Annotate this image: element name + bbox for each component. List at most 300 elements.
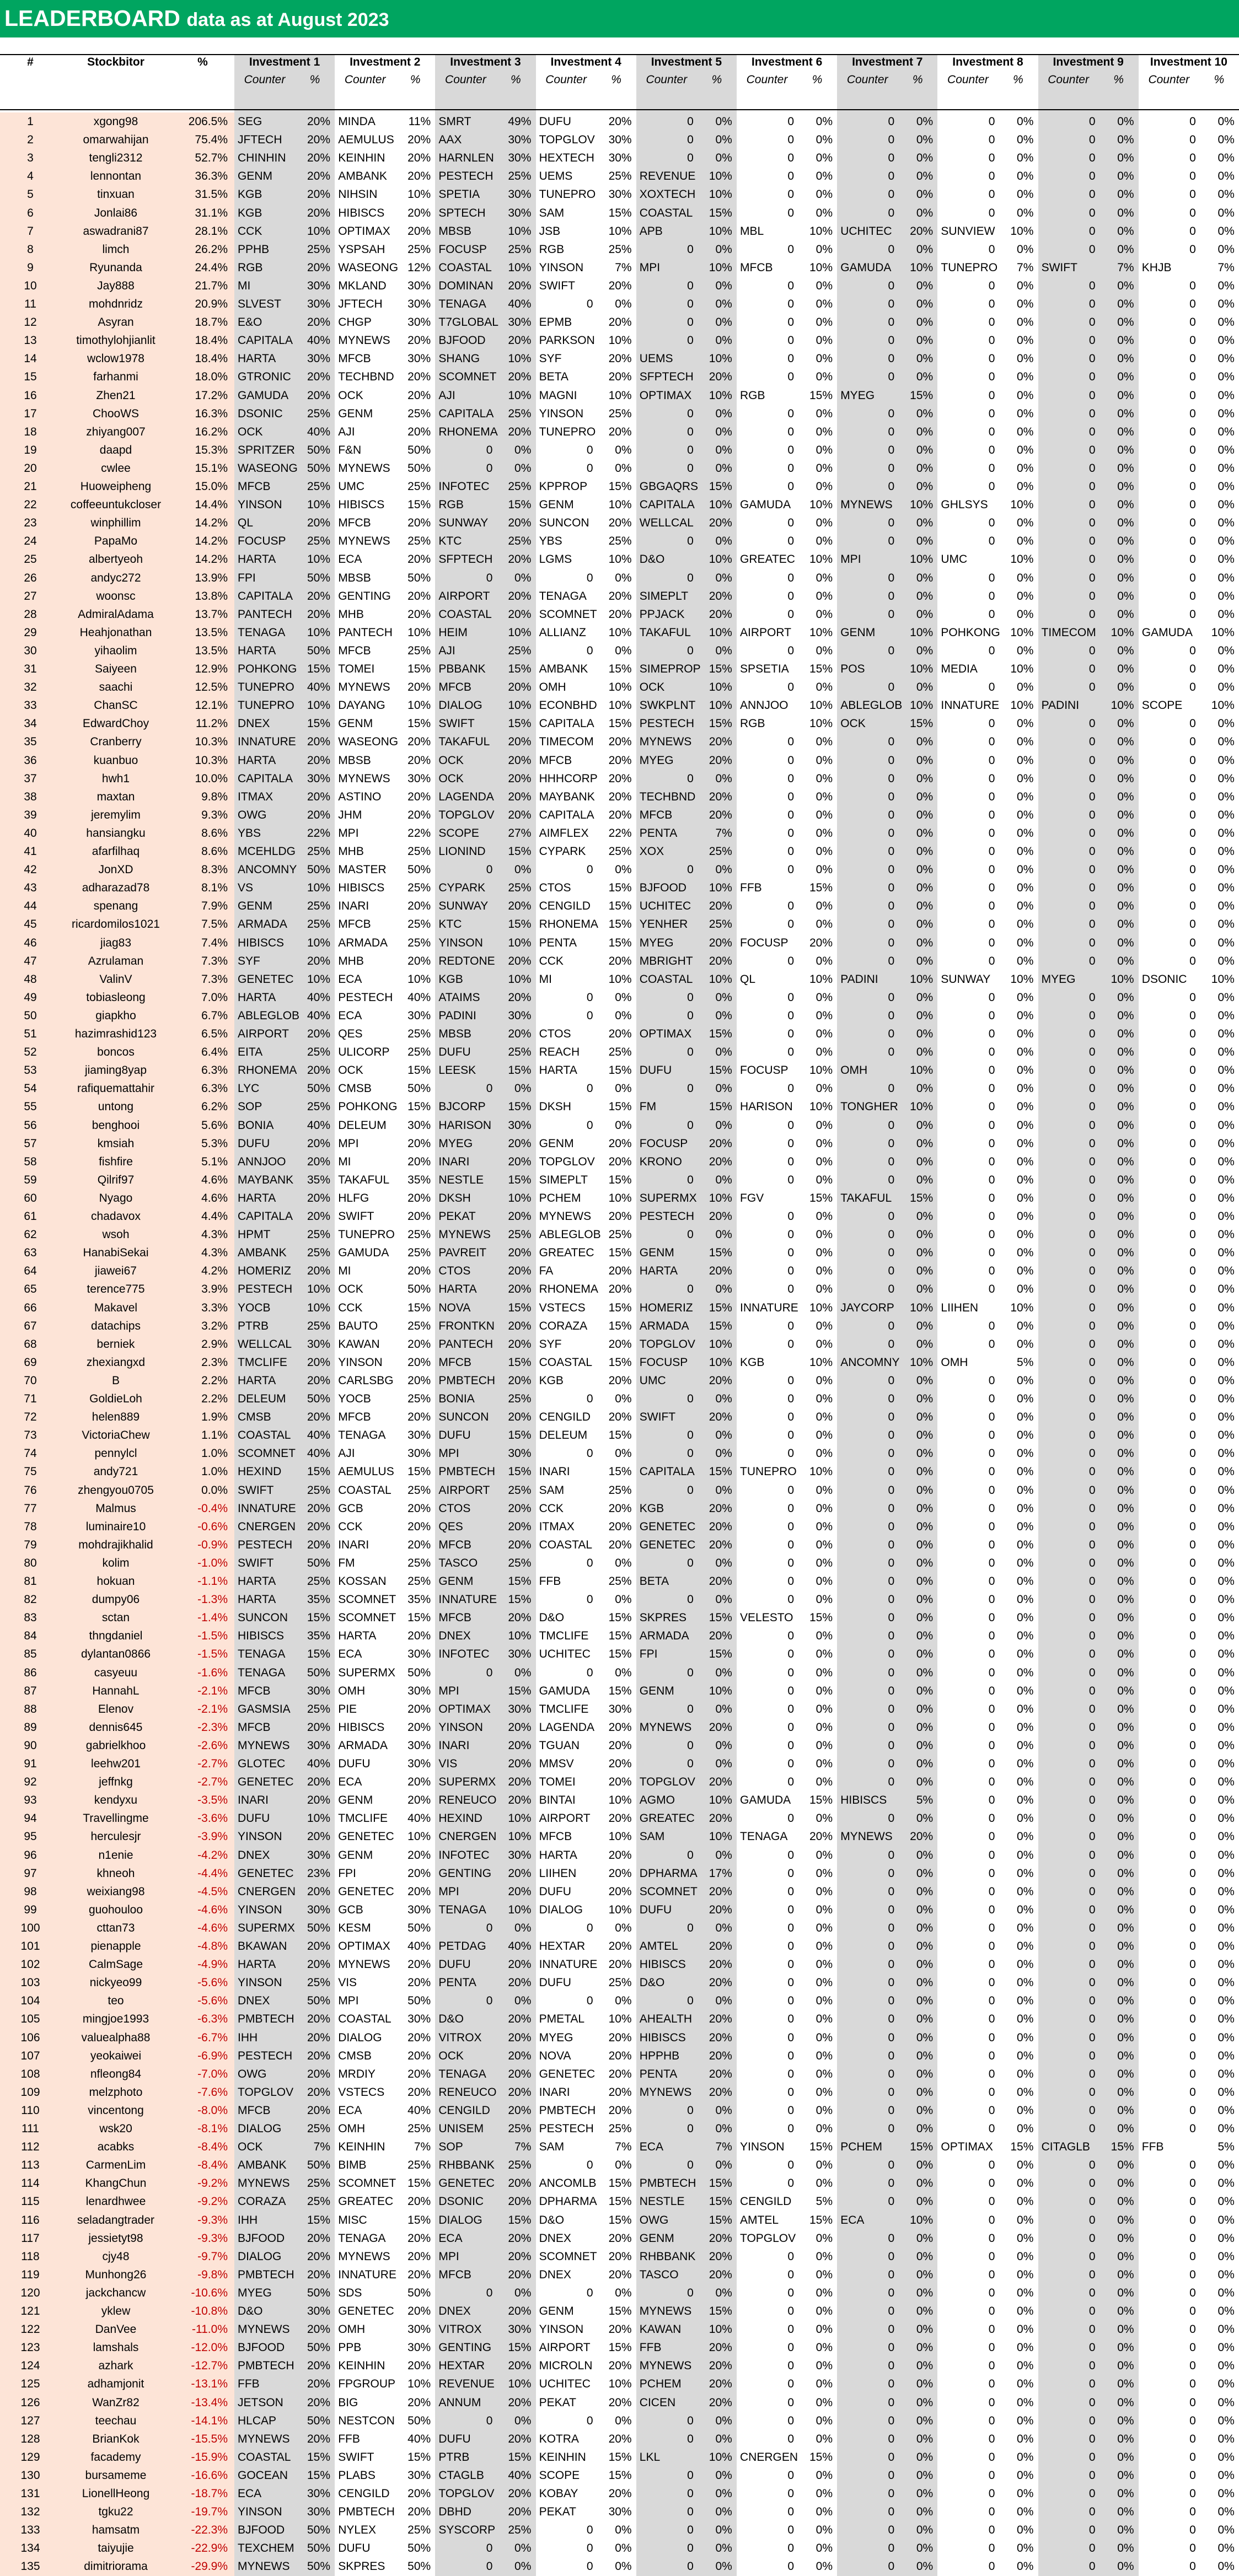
counter-code: OPTIMAX bbox=[639, 1028, 692, 1040]
allocation-pct: 10% bbox=[1211, 626, 1235, 639]
counter-code: 0 bbox=[888, 2450, 895, 2464]
allocation-pct: 0% bbox=[1217, 2524, 1235, 2537]
stockbitor-name: Asyran bbox=[98, 316, 134, 329]
allocation-pct: 20% bbox=[508, 589, 532, 603]
counter-code: SUNCON bbox=[238, 1611, 288, 1625]
allocation-pct: 20% bbox=[608, 754, 632, 767]
allocation-pct: 0% bbox=[1117, 2231, 1134, 2245]
return-pct: 4.6% bbox=[201, 1173, 228, 1186]
counter-code: GENETEC bbox=[338, 1830, 394, 1843]
allocation-pct: 0% bbox=[816, 1702, 833, 1715]
allocation-pct: 30% bbox=[508, 152, 532, 165]
stockbitor-name: andyc272 bbox=[90, 571, 141, 584]
stockbitor-name: tinxuan bbox=[97, 188, 135, 201]
allocation-pct: 10% bbox=[608, 498, 632, 512]
rank: 109 bbox=[20, 2085, 40, 2099]
allocation-pct: 0% bbox=[1017, 790, 1034, 803]
counter-code: 0 bbox=[787, 2286, 794, 2299]
allocation-pct: 10% bbox=[809, 1100, 833, 1114]
allocation-pct: 0% bbox=[1217, 808, 1235, 821]
counter-code: 0 bbox=[787, 607, 794, 621]
allocation-pct: 15% bbox=[709, 1064, 732, 1077]
counter-code: 0 bbox=[888, 735, 895, 749]
counter-code: CICEN bbox=[639, 2396, 676, 2409]
allocation-pct: 25% bbox=[709, 918, 732, 931]
counter-code: 0 bbox=[1189, 480, 1196, 493]
allocation-pct: 0% bbox=[1117, 1337, 1134, 1351]
allocation-pct: 0% bbox=[615, 2414, 632, 2427]
counter-code: 0 bbox=[988, 1593, 995, 1606]
stockbitor-name: helen889 bbox=[92, 1411, 140, 1424]
allocation-pct: 0% bbox=[1017, 352, 1034, 365]
allocation-pct: 30% bbox=[508, 1447, 532, 1460]
allocation-pct: 0% bbox=[1117, 881, 1134, 895]
counter-code: 0 bbox=[888, 1684, 895, 1697]
allocation-pct: 0% bbox=[1017, 1630, 1034, 1643]
stockbitor-name: vincentong bbox=[88, 2104, 144, 2117]
allocation-pct: 10% bbox=[910, 2213, 934, 2227]
counter-code: SLVEST bbox=[238, 298, 281, 310]
rank: 64 bbox=[24, 1265, 37, 1278]
allocation-pct: 50% bbox=[407, 1082, 431, 1095]
counter-code: 0 bbox=[988, 2323, 995, 2336]
allocation-pct: 20% bbox=[608, 1374, 632, 1387]
allocation-pct: 0% bbox=[916, 1265, 934, 1278]
allocation-pct: 0% bbox=[816, 2104, 833, 2117]
counter-code: 0 bbox=[888, 1538, 895, 1551]
counter-code: ANNJOO bbox=[740, 699, 789, 712]
counter-code: 0 bbox=[787, 2177, 794, 2190]
allocation-pct: 20% bbox=[307, 2323, 330, 2336]
allocation-pct: 0% bbox=[1117, 2359, 1134, 2373]
counter-code: SUPERMX bbox=[238, 1921, 295, 1934]
counter-code: KRONO bbox=[639, 1155, 682, 1168]
counter-code: ANNUM bbox=[438, 2396, 481, 2409]
return-pct: 13.9% bbox=[195, 571, 228, 584]
counter-code: OWG bbox=[238, 808, 267, 821]
header-return: % bbox=[197, 56, 208, 68]
allocation-pct: 0% bbox=[1217, 717, 1235, 730]
counter-code: DUFU bbox=[539, 1885, 571, 1898]
allocation-pct: 25% bbox=[608, 407, 632, 420]
stockbitor-name: hwh1 bbox=[101, 772, 130, 785]
counter-code: 0 bbox=[586, 1447, 593, 1460]
allocation-pct: 20% bbox=[407, 1867, 431, 1880]
counter-code: 0 bbox=[1189, 663, 1196, 675]
counter-code: 0 bbox=[888, 2177, 895, 2190]
stockbitor-name: EdwardChoy bbox=[82, 717, 149, 730]
rank: 100 bbox=[20, 1921, 40, 1934]
allocation-pct: 0% bbox=[916, 1702, 934, 1715]
allocation-pct: 20% bbox=[608, 1720, 632, 1734]
counter-code: MYNEWS bbox=[639, 1720, 692, 1734]
allocation-pct: 0% bbox=[1117, 918, 1134, 931]
counter-code: LAGENDA bbox=[438, 790, 494, 803]
counter-code: NESTCON bbox=[338, 2414, 395, 2427]
counter-code: 0 bbox=[888, 1082, 895, 1095]
allocation-pct: 0% bbox=[1017, 1611, 1034, 1625]
rank: 35 bbox=[24, 735, 37, 749]
counter-code: 0 bbox=[1189, 2542, 1196, 2555]
allocation-pct: 0% bbox=[1217, 2560, 1235, 2573]
allocation-pct: 20% bbox=[608, 2031, 632, 2044]
allocation-pct: 0% bbox=[1117, 2560, 1134, 2573]
counter-code: 0 bbox=[1189, 461, 1196, 475]
counter-code: 0 bbox=[888, 1648, 895, 1661]
allocation-pct: 30% bbox=[407, 2323, 431, 2336]
allocation-pct: 0% bbox=[816, 1538, 833, 1551]
allocation-pct: 0% bbox=[1017, 1794, 1034, 1807]
allocation-pct: 0% bbox=[1017, 2323, 1034, 2336]
counter-code: PENTA bbox=[438, 1976, 476, 1989]
allocation-pct: 0% bbox=[1217, 1611, 1235, 1625]
allocation-pct: 0% bbox=[1117, 1575, 1134, 1588]
counter-code: FPI bbox=[338, 1867, 356, 1880]
counter-code: AHEALTH bbox=[639, 2013, 693, 2026]
allocation-pct: 20% bbox=[307, 1155, 330, 1168]
return-pct: -1.1% bbox=[197, 1575, 228, 1588]
counter-code: 0 bbox=[988, 2469, 995, 2482]
allocation-pct: 0% bbox=[1017, 936, 1034, 949]
allocation-pct: 0% bbox=[816, 1155, 833, 1168]
allocation-pct: 30% bbox=[307, 2505, 330, 2519]
counter-code: 0 bbox=[888, 334, 895, 347]
allocation-pct: 50% bbox=[407, 443, 431, 456]
counter-code: 0 bbox=[787, 2378, 794, 2391]
allocation-pct: 0% bbox=[1017, 1885, 1034, 1898]
allocation-pct: 0% bbox=[1217, 1648, 1235, 1661]
counter-code: KHJB bbox=[1141, 261, 1172, 274]
counter-code: MYEG bbox=[438, 1137, 473, 1150]
counter-code: 0 bbox=[888, 1940, 895, 1953]
allocation-pct: 0% bbox=[1117, 1429, 1134, 1442]
counter-code: TMCLIFE bbox=[539, 1702, 589, 1715]
allocation-pct: 0% bbox=[715, 991, 732, 1004]
allocation-pct: 0% bbox=[916, 1776, 934, 1789]
counter-code: 0 bbox=[1189, 1465, 1196, 1478]
counter-code: PENTA bbox=[539, 936, 577, 949]
counter-code: MFCB bbox=[338, 352, 371, 365]
counter-code: 0 bbox=[1189, 1319, 1196, 1332]
counter-code: 0 bbox=[988, 2213, 995, 2227]
rank: 23 bbox=[24, 517, 37, 530]
counter-code: SYF bbox=[539, 1337, 562, 1351]
allocation-pct: 25% bbox=[307, 2195, 330, 2208]
counter-code: CENGILD bbox=[539, 900, 591, 913]
counter-code: PADINI bbox=[1041, 699, 1080, 712]
allocation-pct: 0% bbox=[1017, 1757, 1034, 1770]
rank: 63 bbox=[24, 1246, 37, 1260]
allocation-pct: 0% bbox=[1017, 2085, 1034, 2099]
allocation-pct: 0% bbox=[1017, 1447, 1034, 1460]
counter-code: SAM bbox=[539, 1483, 565, 1497]
rank: 37 bbox=[24, 772, 37, 785]
allocation-pct: 0% bbox=[1117, 1666, 1134, 1679]
allocation-pct: 15% bbox=[709, 206, 732, 219]
allocation-pct: 20% bbox=[608, 1958, 632, 1971]
counter-code: 0 bbox=[1088, 1940, 1096, 1953]
counter-code: 0 bbox=[1189, 352, 1196, 365]
allocation-pct: 0% bbox=[1217, 571, 1235, 584]
allocation-pct: 0% bbox=[1017, 808, 1034, 821]
return-pct: -10.8% bbox=[191, 2305, 228, 2317]
allocation-pct: 25% bbox=[608, 1483, 632, 1497]
allocation-pct: 20% bbox=[709, 2085, 732, 2099]
counter-code: ANNJOO bbox=[238, 1155, 286, 1168]
allocation-pct: 20% bbox=[407, 1630, 431, 1643]
allocation-pct: 15% bbox=[709, 2213, 732, 2227]
allocation-pct: 30% bbox=[508, 206, 532, 219]
counter-code: 0 bbox=[888, 1447, 895, 1460]
counter-code: CENGILD bbox=[438, 2104, 490, 2117]
allocation-pct: 20% bbox=[608, 2250, 632, 2263]
allocation-pct: 20% bbox=[508, 900, 532, 913]
counter-code: MBSB bbox=[338, 571, 371, 584]
allocation-pct: 50% bbox=[407, 2560, 431, 2573]
counter-code: DAYANG bbox=[338, 699, 385, 712]
counter-code: 0 bbox=[1088, 407, 1096, 420]
counter-code: 0 bbox=[1088, 498, 1096, 512]
allocation-pct: 0% bbox=[715, 1739, 732, 1752]
rank: 103 bbox=[20, 1976, 40, 1989]
counter-code: SIMEPLT bbox=[539, 1173, 588, 1186]
counter-code: GCB bbox=[338, 1502, 363, 1515]
rank: 28 bbox=[24, 607, 37, 621]
counter-code: 0 bbox=[687, 1009, 694, 1022]
counter-code: 0 bbox=[988, 1684, 995, 1697]
allocation-pct: 20% bbox=[508, 790, 532, 803]
allocation-pct: 0% bbox=[1017, 1228, 1034, 1241]
counter-code: 0 bbox=[988, 2177, 995, 2190]
counter-code: SDS bbox=[338, 2286, 362, 2299]
allocation-pct: 0% bbox=[1017, 1191, 1034, 1204]
return-pct: 18.0% bbox=[195, 370, 228, 384]
counter-code: YINSON bbox=[238, 2505, 282, 2519]
return-pct: -2.7% bbox=[197, 1757, 228, 1770]
return-pct: -2.1% bbox=[197, 1684, 228, 1697]
return-pct: 31.5% bbox=[195, 188, 228, 201]
allocation-pct: 20% bbox=[508, 2031, 532, 2044]
allocation-pct: 20% bbox=[307, 735, 330, 749]
subheader-counter: Counter bbox=[947, 73, 989, 86]
allocation-pct: 20% bbox=[307, 808, 330, 821]
counter-code: 0 bbox=[988, 389, 995, 402]
allocation-pct: 0% bbox=[916, 772, 934, 785]
counter-code: 0 bbox=[1088, 644, 1096, 657]
counter-code: 0 bbox=[787, 1411, 794, 1424]
counter-code: DSONIC bbox=[238, 407, 283, 420]
counter-code: 0 bbox=[486, 1666, 493, 1679]
allocation-pct: 15% bbox=[809, 663, 833, 675]
return-pct: 12.1% bbox=[195, 699, 228, 712]
allocation-pct: 30% bbox=[508, 133, 532, 147]
allocation-pct: 0% bbox=[1117, 954, 1134, 967]
allocation-pct: 0% bbox=[1117, 900, 1134, 913]
stockbitor-name: Huoweipheng bbox=[80, 480, 152, 493]
allocation-pct: 10% bbox=[608, 334, 632, 347]
allocation-pct: 0% bbox=[1217, 735, 1235, 749]
allocation-pct: 0% bbox=[916, 790, 934, 803]
counter-code: 0 bbox=[988, 1228, 995, 1241]
allocation-pct: 20% bbox=[709, 735, 732, 749]
counter-code: 0 bbox=[787, 2560, 794, 2573]
stockbitor-name: ValinV bbox=[99, 972, 132, 986]
counter-code: 0 bbox=[1088, 1137, 1096, 1150]
allocation-pct: 0% bbox=[1217, 1903, 1235, 1916]
allocation-pct: 0% bbox=[715, 1009, 732, 1022]
counter-code: 0 bbox=[1189, 1885, 1196, 1898]
allocation-pct: 10% bbox=[307, 626, 330, 639]
counter-code: CNERGEN bbox=[238, 1520, 296, 1533]
allocation-pct: 20% bbox=[709, 2049, 732, 2062]
counter-code: 0 bbox=[787, 589, 794, 603]
counter-code: YINSON bbox=[238, 498, 282, 512]
counter-code: MPI bbox=[438, 1684, 459, 1697]
allocation-pct: 0% bbox=[1017, 1520, 1034, 1533]
counter-code: 0 bbox=[1189, 553, 1196, 566]
allocation-pct: 20% bbox=[407, 2359, 431, 2373]
counter-code: 0 bbox=[988, 170, 995, 183]
allocation-pct: 30% bbox=[307, 1337, 330, 1351]
return-pct: 5.6% bbox=[201, 1118, 228, 1132]
allocation-pct: 0% bbox=[916, 152, 934, 165]
allocation-pct: 22% bbox=[608, 826, 632, 840]
return-pct: 9.8% bbox=[201, 790, 228, 803]
return-pct: 7.4% bbox=[201, 936, 228, 949]
counter-code: 0 bbox=[888, 352, 895, 365]
stockbitor-name: n1enie bbox=[98, 1848, 133, 1862]
allocation-pct: 0% bbox=[916, 1155, 934, 1168]
counter-code: 0 bbox=[888, 2268, 895, 2281]
allocation-pct: 0% bbox=[816, 2487, 833, 2500]
allocation-pct: 20% bbox=[508, 681, 532, 694]
allocation-pct: 20% bbox=[307, 2067, 330, 2080]
allocation-pct: 0% bbox=[1117, 2450, 1134, 2464]
counter-code: 0 bbox=[888, 2487, 895, 2500]
counter-code: 0 bbox=[888, 2122, 895, 2135]
allocation-pct: 0% bbox=[816, 1976, 833, 1989]
stockbitor-name: PapaMo bbox=[94, 535, 138, 548]
counter-code: APB bbox=[639, 224, 663, 238]
counter-code: 0 bbox=[787, 407, 794, 420]
allocation-pct: 0% bbox=[1117, 1812, 1134, 1825]
rank: 48 bbox=[24, 972, 37, 986]
counter-code: 0 bbox=[1088, 1374, 1096, 1387]
allocation-pct: 0% bbox=[916, 1447, 934, 1460]
allocation-pct: 20% bbox=[508, 772, 532, 785]
allocation-pct: 20% bbox=[608, 2231, 632, 2245]
counter-code: 0 bbox=[888, 1976, 895, 1989]
rank: 112 bbox=[21, 2141, 40, 2154]
counter-code: 0 bbox=[787, 2104, 794, 2117]
allocation-pct: 30% bbox=[407, 2341, 431, 2354]
counter-code: GENETEC bbox=[639, 1520, 696, 1533]
return-pct: -1.6% bbox=[197, 1666, 228, 1679]
counter-code: 0 bbox=[988, 900, 995, 913]
counter-code: 0 bbox=[888, 681, 895, 694]
counter-code: VELESTO bbox=[740, 1611, 793, 1625]
return-pct: 13.8% bbox=[195, 589, 228, 603]
allocation-pct: 0% bbox=[916, 2049, 934, 2062]
counter-code: TENAGA bbox=[438, 298, 486, 310]
allocation-pct: 20% bbox=[709, 607, 732, 621]
allocation-pct: 0% bbox=[1017, 863, 1034, 876]
allocation-pct: 0% bbox=[816, 188, 833, 201]
allocation-pct: 25% bbox=[407, 644, 431, 657]
allocation-pct: 50% bbox=[307, 1392, 330, 1405]
allocation-pct: 0% bbox=[816, 1757, 833, 1770]
counter-code: 0 bbox=[787, 1648, 794, 1661]
allocation-pct: 0% bbox=[1017, 2469, 1034, 2482]
allocation-pct: 15% bbox=[508, 918, 532, 931]
allocation-pct: 0% bbox=[1117, 2286, 1134, 2299]
counter-code: 0 bbox=[787, 2268, 794, 2281]
allocation-pct: 0% bbox=[816, 1265, 833, 1278]
allocation-pct: 20% bbox=[407, 1720, 431, 1734]
counter-code: 0 bbox=[1189, 918, 1196, 931]
counter-code: PAVREIT bbox=[438, 1246, 487, 1260]
counter-code: 0 bbox=[687, 2286, 694, 2299]
allocation-pct: 0% bbox=[916, 1502, 934, 1515]
stockbitor-name: jackchancw bbox=[85, 2286, 146, 2299]
allocation-pct: 25% bbox=[608, 1046, 632, 1059]
counter-code: 0 bbox=[486, 2286, 493, 2299]
stockbitor-name: valuealpha88 bbox=[81, 2031, 151, 2044]
counter-code: ECA bbox=[338, 1776, 362, 1789]
allocation-pct: 20% bbox=[407, 1538, 431, 1551]
allocation-pct: 0% bbox=[1017, 370, 1034, 384]
stockbitor-name: sctan bbox=[101, 1611, 130, 1625]
rank: 116 bbox=[21, 2213, 40, 2227]
counter-code: 0 bbox=[888, 443, 895, 456]
counter-code: 0 bbox=[1088, 881, 1096, 895]
allocation-pct: 0% bbox=[1217, 1301, 1235, 1314]
counter-code: SWIFT bbox=[438, 717, 475, 730]
allocation-pct: 30% bbox=[307, 298, 330, 310]
counter-code: 0 bbox=[988, 407, 995, 420]
allocation-pct: 25% bbox=[407, 2524, 431, 2537]
counter-code: GREATEC bbox=[338, 2195, 394, 2208]
allocation-pct: 25% bbox=[407, 918, 431, 931]
allocation-pct: 20% bbox=[709, 936, 732, 949]
allocation-pct: 0% bbox=[916, 881, 934, 895]
counter-code: SCOMNET bbox=[639, 1885, 698, 1898]
allocation-pct: 20% bbox=[508, 2177, 532, 2190]
allocation-pct: 0% bbox=[1217, 663, 1235, 675]
counter-code: 0 bbox=[787, 2487, 794, 2500]
counter-code: 0 bbox=[988, 2560, 995, 2573]
allocation-pct: 10% bbox=[910, 1301, 934, 1314]
counter-code: 0 bbox=[988, 1082, 995, 1095]
allocation-pct: 0% bbox=[916, 1173, 934, 1186]
counter-code: 0 bbox=[888, 2414, 895, 2427]
counter-code: SIMEPLT bbox=[639, 589, 689, 603]
allocation-pct: 0% bbox=[715, 1046, 732, 1059]
counter-code: SUNVIEW bbox=[941, 224, 995, 238]
counter-code: 0 bbox=[1088, 1556, 1096, 1569]
counter-code: 0 bbox=[988, 1319, 995, 1332]
counter-code: GENM bbox=[238, 170, 272, 183]
counter-code: 0 bbox=[888, 1739, 895, 1752]
counter-code: 0 bbox=[988, 461, 995, 475]
allocation-pct: 0% bbox=[1117, 991, 1134, 1004]
allocation-pct: 0% bbox=[816, 480, 833, 493]
allocation-pct: 0% bbox=[1017, 2396, 1034, 2409]
allocation-pct: 20% bbox=[508, 1958, 532, 1971]
counter-code: UMC bbox=[639, 1374, 666, 1387]
counter-code: 0 bbox=[1088, 1447, 1096, 1460]
return-pct: -1.3% bbox=[197, 1593, 228, 1606]
